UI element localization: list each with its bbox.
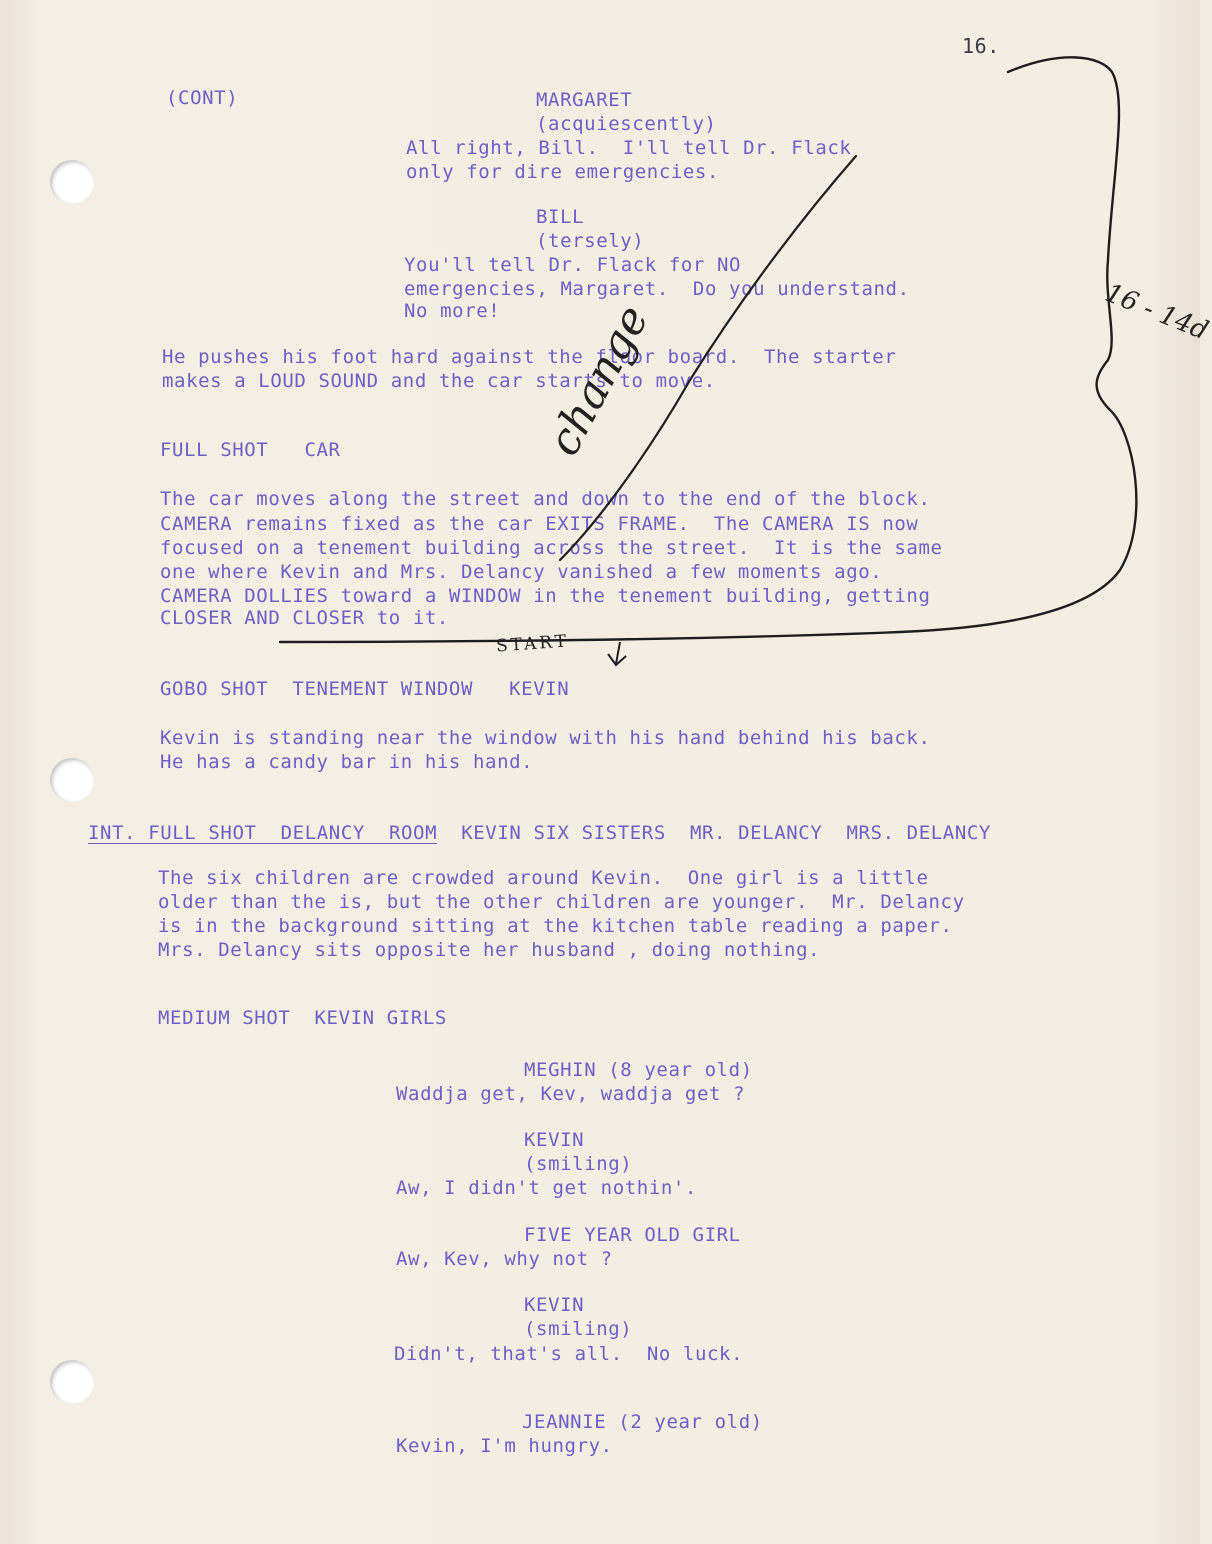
shot-heading: MEDIUM SHOT KEVIN GIRLS	[158, 1007, 447, 1029]
handwritten-change: change	[538, 297, 659, 464]
dialogue-line: only for dire emergencies.	[406, 161, 720, 183]
action-line: The six children are crowded around Kevin. One girl is a little	[158, 867, 929, 889]
action-line: CAMERA remains fixed as the car EXITS FRAME. The CAMERA IS now	[160, 513, 919, 535]
character-name: KEVIN	[524, 1294, 585, 1316]
action-line: is in the background sitting at the kitchen table reading a paper.	[158, 915, 953, 937]
parenthetical: (smiling)	[524, 1318, 633, 1340]
action-line: makes a LOUD SOUND and the car starts to move.	[162, 370, 716, 392]
dialogue-line: Waddja get, Kev, waddja get ?	[396, 1083, 746, 1105]
start-arrow-mark	[608, 642, 626, 665]
action-line: The car moves along the street and down to the end of the block.	[160, 488, 931, 510]
character-name: MARGARET	[536, 89, 633, 111]
action-line: focused on a tenement building across the street. It is the same	[160, 537, 943, 559]
shot-heading: FULL SHOT CAR	[160, 439, 341, 461]
dialogue-line: Aw, Kev, why not ?	[396, 1248, 613, 1270]
handwritten-page-range: 16 - 14d	[1100, 278, 1212, 347]
character-name: KEVIN	[524, 1129, 585, 1151]
handwritten-start: START	[495, 631, 570, 657]
action-line: one where Kevin and Mrs. Delancy vanished a few moments ago.	[160, 561, 883, 583]
action-line: CAMERA DOLLIES toward a WINDOW in the tenement building, getting	[160, 585, 931, 607]
action-line: CLOSER AND CLOSER to it.	[160, 607, 449, 629]
dialogue-line: Kevin, I'm hungry.	[396, 1435, 613, 1457]
dialogue-line: Didn't, that's all. No luck.	[394, 1343, 744, 1365]
shot-heading: GOBO SHOT TENEMENT WINDOW KEVIN	[160, 678, 570, 700]
cont-label: (CONT)	[166, 87, 239, 109]
dialogue-line: emergencies, Margaret. Do you understand.	[404, 278, 910, 300]
character-name: FIVE YEAR OLD GIRL	[524, 1224, 741, 1246]
character-name: BILL	[536, 206, 585, 228]
dialogue-line: All right, Bill. I'll tell Dr. Flack	[406, 137, 852, 159]
action-line: He pushes his foot hard against the floor board. The starter	[162, 346, 897, 368]
dialogue-line: You'll tell Dr. Flack for NO	[404, 254, 742, 276]
dialogue-line: No more!	[404, 300, 501, 322]
parenthetical: (tersely)	[536, 230, 645, 252]
action-line: He has a candy bar in his hand.	[160, 751, 534, 773]
action-line: older than the is, but the other children are younger. Mr. Delancy	[158, 891, 965, 913]
scene-heading-rest: KEVIN SIX SISTERS MR. DELANCY MRS. DELANCY	[437, 822, 991, 844]
page-number: 16.	[962, 34, 1000, 58]
parenthetical: (acquiescently)	[536, 113, 717, 135]
action-line: Kevin is standing near the window with his hand behind his back.	[160, 727, 931, 749]
scene-heading-underlined: INT. FULL SHOT DELANCY ROOM	[88, 822, 438, 844]
character-name: JEANNIE (2 year old)	[522, 1411, 763, 1433]
dialogue-line: Aw, I didn't get nothin'.	[396, 1177, 697, 1199]
action-line: Mrs. Delancy sits opposite her husband , doing nothing.	[158, 939, 821, 961]
character-name: MEGHIN (8 year old)	[524, 1059, 753, 1081]
parenthetical: (smiling)	[524, 1153, 633, 1175]
